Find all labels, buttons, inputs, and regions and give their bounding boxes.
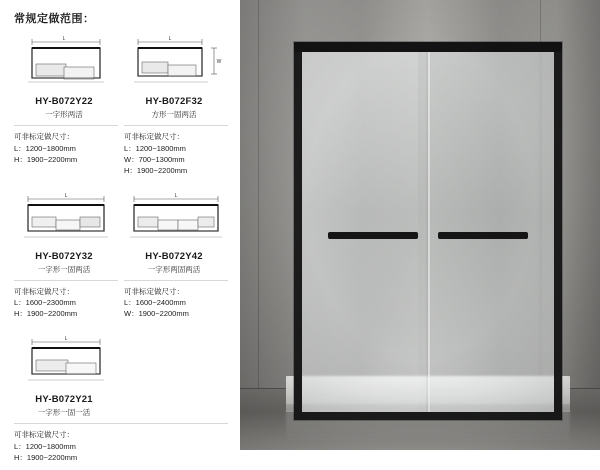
dimension-block bbox=[14, 430, 118, 464]
dimension-line: L：1200~1800mm bbox=[14, 442, 76, 451]
dimension-line: H：1900~2200mm bbox=[14, 452, 78, 462]
page-title: 常规定做范围： bbox=[14, 13, 95, 25]
spec-card bbox=[14, 189, 118, 321]
spec-card bbox=[124, 34, 228, 177]
shower-enclosure bbox=[294, 42, 562, 420]
svg-text:L: L bbox=[62, 36, 66, 42]
product-photo bbox=[240, 0, 600, 450]
product-subtitle: 一字形两活 bbox=[45, 110, 83, 119]
dimension-line: H：1900~2200mm bbox=[14, 309, 78, 319]
dimension-heading: 可非标定做尺寸： bbox=[124, 132, 184, 141]
top-rail bbox=[294, 42, 562, 52]
dimension-line: L：1600~2300mm bbox=[14, 298, 76, 308]
spec-card bbox=[124, 189, 228, 321]
svg-text:L: L bbox=[64, 192, 68, 199]
product-code: HY-B072Y42 bbox=[145, 250, 203, 262]
product-subtitle: 一字形一固一活 bbox=[37, 408, 91, 418]
divider bbox=[124, 125, 228, 126]
svg-text:L: L bbox=[64, 336, 68, 343]
technical-drawing-square-one-fixed-two-sliding bbox=[124, 34, 224, 92]
dimension-line: H：1900~2200mm bbox=[14, 154, 78, 164]
dimension-line: L：1200~1800mm bbox=[124, 143, 186, 153]
product-code: HY-B072Y21 bbox=[35, 394, 93, 406]
dimension-heading: 可非标定做尺寸： bbox=[124, 286, 184, 296]
door-handle-right[interactable] bbox=[438, 232, 528, 239]
svg-text:W: W bbox=[216, 59, 222, 65]
spec-row bbox=[14, 34, 232, 183]
dimension-line: W：700~1300mm bbox=[124, 154, 185, 164]
divider bbox=[124, 280, 228, 281]
product-subtitle: 方形一固两活 bbox=[151, 110, 197, 119]
spec-row bbox=[14, 189, 232, 327]
door-handle-left[interactable] bbox=[328, 232, 418, 239]
product-subtitle: 一字形两固两活 bbox=[147, 264, 201, 274]
technical-drawing-straight-one-fixed-one-sliding bbox=[14, 332, 114, 390]
product-code: HY-B072Y22 bbox=[35, 96, 93, 107]
wall-seam bbox=[258, 0, 259, 450]
dimension-block bbox=[14, 287, 118, 321]
dimension-heading: 可非标定做尺寸： bbox=[14, 286, 74, 296]
dimension-block bbox=[124, 287, 228, 321]
svg-text:L: L bbox=[168, 36, 172, 42]
dimension-line: H：1900~2200mm bbox=[124, 165, 188, 175]
spec-panel bbox=[0, 0, 240, 462]
dimension-line: L：1200~1800mm bbox=[14, 143, 76, 153]
spec-card bbox=[14, 332, 118, 464]
technical-drawing-straight-two-sliding bbox=[14, 34, 114, 92]
product-code: HY-B072Y32 bbox=[35, 250, 93, 262]
technical-drawing-straight-two-fixed-two-sliding bbox=[124, 189, 224, 247]
dimension-line: L：1600~2400mm bbox=[124, 298, 186, 308]
technical-drawing-straight-one-fixed-two-sliding bbox=[14, 189, 114, 247]
dimension-block bbox=[124, 132, 228, 177]
svg-text:L: L bbox=[174, 192, 178, 199]
spec-row bbox=[14, 332, 232, 470]
dimension-heading: 可非标定做尺寸： bbox=[14, 132, 74, 141]
divider bbox=[14, 280, 118, 281]
product-code: HY-B072F32 bbox=[145, 96, 203, 107]
dimension-block bbox=[14, 132, 118, 166]
product-subtitle: 一字形一固两活 bbox=[37, 264, 91, 274]
dimension-heading: 可非标定做尺寸： bbox=[14, 430, 74, 440]
divider bbox=[14, 423, 228, 424]
dimension-line: W：1900~2200mm bbox=[124, 309, 189, 319]
divider bbox=[14, 125, 118, 126]
door-frame bbox=[294, 42, 562, 420]
spec-card bbox=[14, 34, 118, 177]
